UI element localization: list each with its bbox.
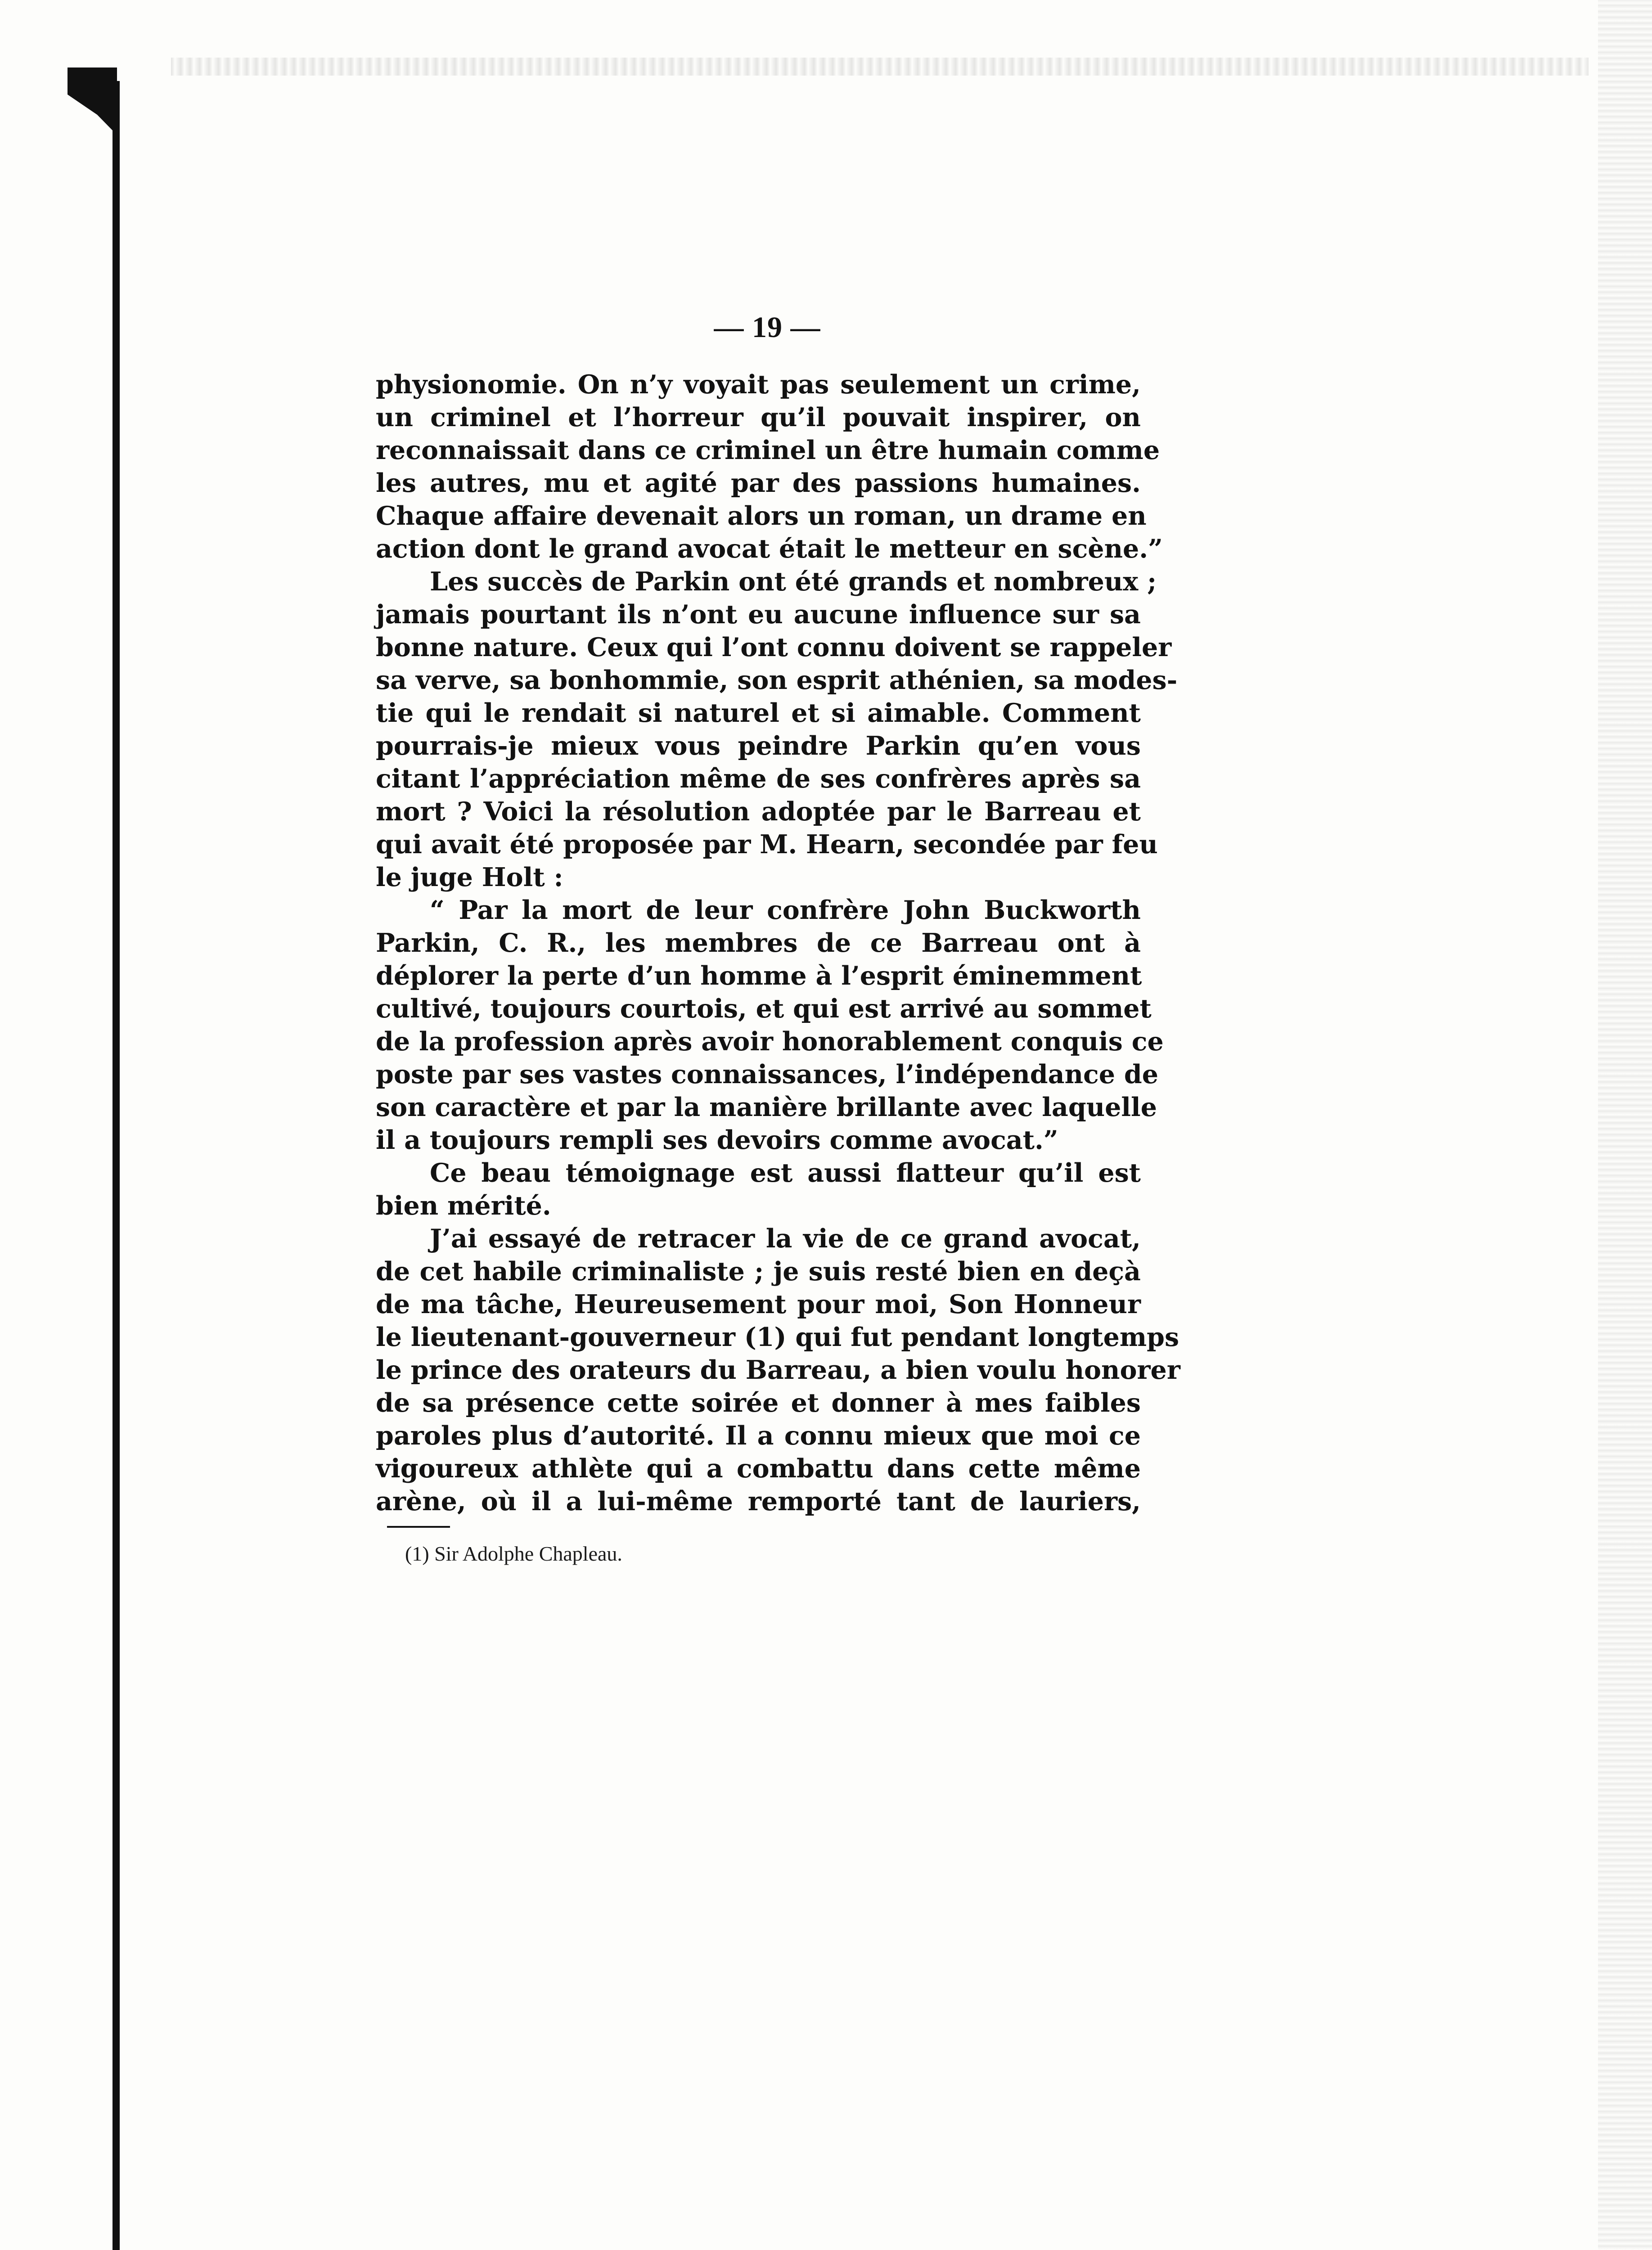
text-line: il a toujours rempli ses devoirs comme avocat.” xyxy=(376,1125,1058,1155)
right-edge-speckle xyxy=(1598,0,1652,2250)
text-line: paroles plus d’autorité. Il a connu mieux que moi ce xyxy=(376,1421,1141,1451)
text-line: de sa présence cette soirée et donner à mes faibles xyxy=(376,1388,1141,1418)
text-line: qui avait été proposée par M. Hearn, secondée par feu xyxy=(376,829,1158,860)
text-line: arène, où il a lui-même remporté tant de lauriers, xyxy=(376,1486,1141,1516)
text-line: poste par ses vastes connaissances, l’indépendance de xyxy=(376,1059,1158,1089)
footnote-rule xyxy=(387,1526,450,1528)
text-line: de ma tâche, Heureusement pour moi, Son Honneur xyxy=(376,1289,1141,1319)
text-block xyxy=(376,310,1180,1567)
text-line: Les succès de Parkin ont été grands et nombreux ; xyxy=(430,567,1157,597)
text-line: son caractère et par la manière brillante avec laquelle xyxy=(376,1092,1157,1122)
footnote: (1) Sir Adolphe Chapleau. xyxy=(405,1542,622,1565)
binding-mark xyxy=(68,68,117,135)
text-line: J’ai essayé de retracer la vie de ce grand avocat, xyxy=(430,1224,1141,1254)
text-line: de cet habile criminaliste ; je suis resté bien en deçà xyxy=(376,1256,1141,1287)
text-line: les autres, mu et agité par des passions humaines. xyxy=(376,468,1141,498)
text-line: déplorer la perte d’un homme à l’esprit éminemment xyxy=(376,961,1142,991)
text-line: cultivé, toujours courtois, et qui est arrivé au sommet xyxy=(376,994,1152,1024)
text-line: Parkin, C. R., les membres de ce Barreau ont à xyxy=(376,928,1141,958)
text-line: le prince des orateurs du Barreau, a bien voulu honorer xyxy=(376,1355,1180,1385)
text-line: de la profession après avoir honorablement conquis ce xyxy=(376,1026,1164,1057)
text-line: mort ? Voici la résolution adoptée par le Barreau et xyxy=(376,796,1141,827)
text-line: physionomie. On n’y voyait pas seulement un crime, xyxy=(376,369,1141,400)
text-line: citant l’appréciation même de ses confrères après sa xyxy=(376,764,1141,794)
text-line: reconnaissait dans ce criminel un être humain comme xyxy=(376,435,1160,465)
text-line: “ Par la mort de leur confrère John Buckworth xyxy=(430,895,1141,925)
text-line: vigoureux athlète qui a combattu dans cette même xyxy=(376,1454,1141,1484)
text-line: bien mérité. xyxy=(376,1191,551,1221)
text-line: un criminel et l’horreur qu’il pouvait inspirer, on xyxy=(376,402,1141,432)
text-line: tie qui le rendait si naturel et si aimable. Comment xyxy=(376,698,1141,728)
text-line: Chaque affaire devenait alors un roman, un drame en xyxy=(376,501,1147,531)
text-line: le juge Holt : xyxy=(376,862,563,892)
text-line: action dont le grand avocat était le metteur en scène.” xyxy=(376,534,1163,564)
binding-edge-shadow xyxy=(113,81,120,2250)
text-line: Ce beau témoignage est aussi flatteur qu’il est xyxy=(430,1158,1141,1188)
text-line: le lieutenant-gouverneur (1) qui fut pendant longtemps xyxy=(376,1322,1179,1352)
text-line: bonne nature. Ceux qui l’ont connu doivent se rappeler xyxy=(376,632,1172,662)
page-number: — 19 — xyxy=(714,311,821,344)
text-line: jamais pourtant ils n’ont eu aucune influence sur sa xyxy=(376,599,1141,630)
top-edge-speckle xyxy=(171,58,1589,76)
text-line: pourrais-je mieux vous peindre Parkin qu’en vous xyxy=(376,731,1141,761)
body-text xyxy=(376,368,1180,1518)
text-line: sa verve, sa bonhommie, son esprit athénien, sa modes- xyxy=(376,665,1178,695)
